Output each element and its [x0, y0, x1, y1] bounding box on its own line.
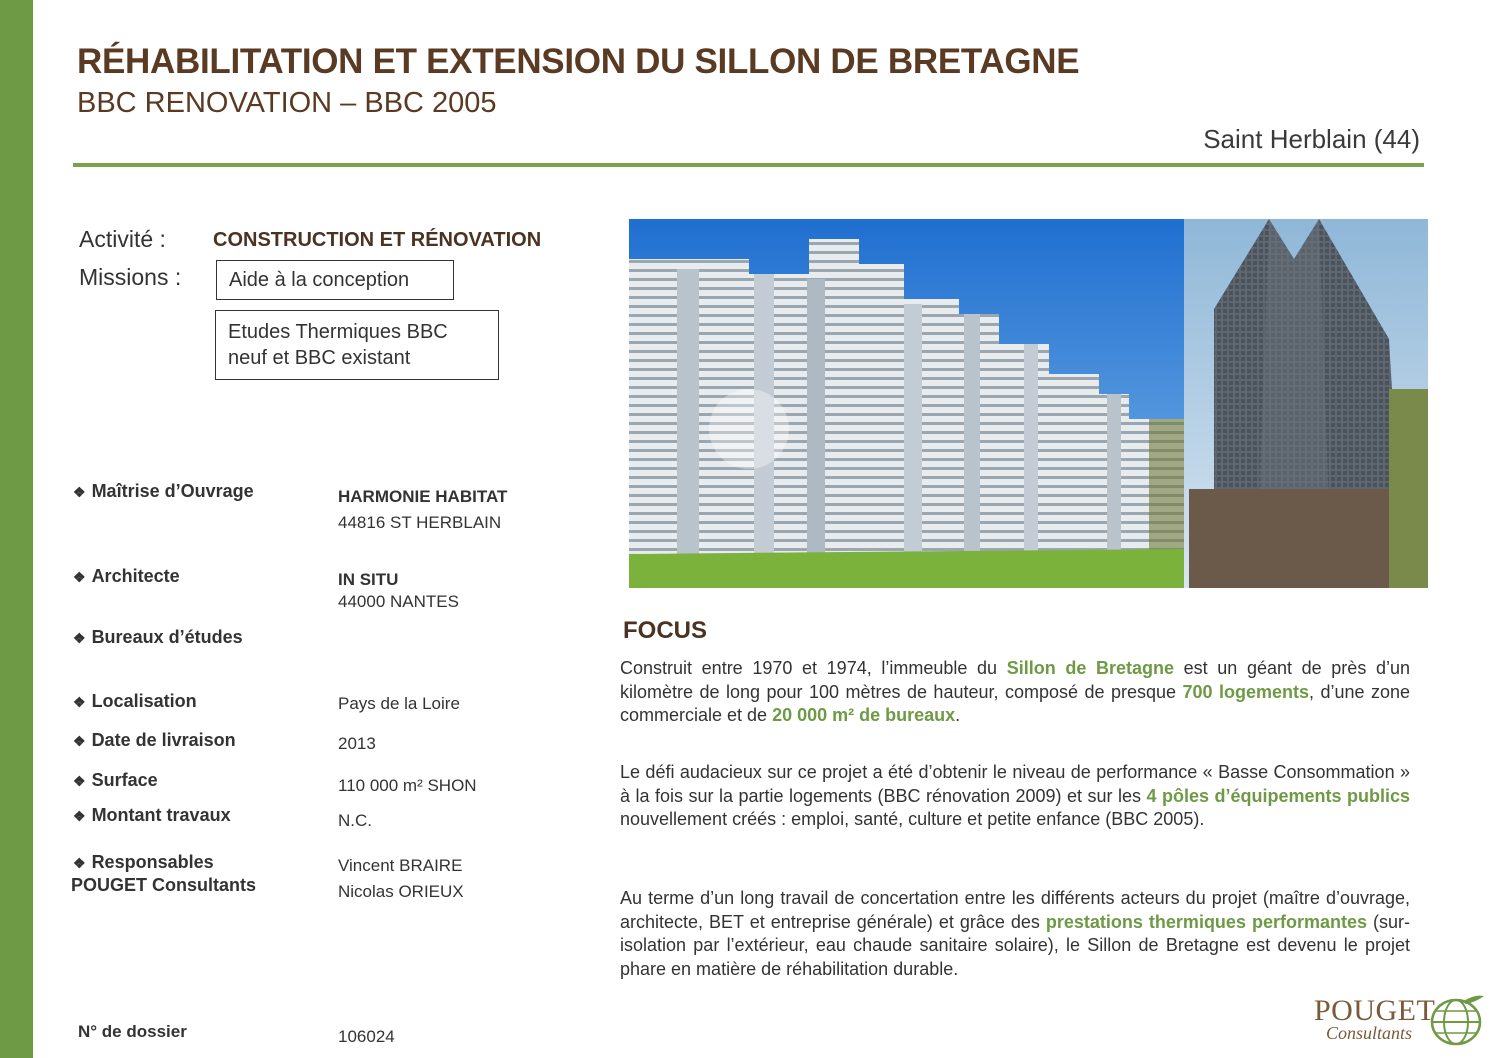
info-responsables-label-2: POUGET Consultants — [71, 875, 257, 895]
info-responsables-label: ❖ Responsables — [73, 852, 214, 872]
info-maitrise-label: ❖ Maîtrise d’Ouvrage — [73, 481, 254, 501]
left-accent-bar — [0, 0, 33, 1058]
info-montant-label: ❖ Montant travaux — [73, 805, 231, 825]
maitrise-name: HARMONIE HABITAT — [338, 487, 508, 506]
diamond-bullet-icon: ❖ — [73, 773, 86, 789]
montant-value: N.C. — [338, 811, 372, 830]
maitrise-city: 44816 ST HERBLAIN — [338, 513, 502, 532]
info-date-label: ❖ Date de livraison — [73, 730, 236, 750]
missions-label: Missions : — [79, 264, 182, 290]
surface-value: 110 000 m² SHON — [338, 776, 477, 795]
diamond-bullet-icon: ❖ — [73, 733, 86, 749]
diamond-bullet-icon: ❖ — [73, 808, 86, 824]
responsable-2: Nicolas ORIEUX — [338, 882, 464, 901]
mission-box-conception — [216, 260, 454, 300]
diamond-bullet-icon: ❖ — [73, 484, 86, 500]
date-value: 2013 — [338, 734, 376, 753]
focus-title: FOCUS — [623, 617, 707, 644]
dossier-number: 106024 — [338, 1027, 395, 1046]
globe-logo-icon — [1426, 992, 1488, 1048]
activity-value: CONSTRUCTION ET RÉNOVATION — [213, 229, 542, 251]
dossier-label: N° de dossier — [78, 1022, 187, 1041]
diamond-bullet-icon: ❖ — [73, 855, 86, 871]
logo-subtitle: Consultants — [1326, 1023, 1413, 1043]
responsable-1: Vincent BRAIRE — [338, 856, 463, 875]
page-subtitle: BBC RENOVATION – BBC 2005 — [77, 87, 497, 119]
info-architecte-label: ❖ Architecte — [73, 566, 180, 586]
location-label: Saint Herblain (44) — [1203, 124, 1420, 154]
architecte-city: 44000 NANTES — [338, 592, 459, 611]
activity-label: Activité : — [79, 226, 166, 252]
info-surface-label: ❖ Surface — [73, 770, 158, 790]
diamond-bullet-icon: ❖ — [73, 630, 86, 646]
localisation-value: Pays de la Loire — [338, 694, 460, 713]
focus-paragraph-1: Construit entre 1970 et 1974, l’immeuble du Sillon de Bretagne est un géant de près d’un kilomètre de long pour 100 mètres de hauteur, composé de presque 700 logements, d’une zone commerciale et de 20 000 m² de bureaux. — [620, 658, 1411, 725]
mission-text: Etudes Thermiques BBC neuf et BBC existant — [228, 321, 448, 369]
info-localisation-label: ❖ Localisation — [73, 691, 197, 711]
building-photo — [629, 219, 1428, 588]
info-bureaux-label: ❖ Bureaux d’études — [73, 627, 243, 647]
mission-text: Aide à la conception — [229, 269, 410, 291]
diamond-bullet-icon: ❖ — [73, 694, 86, 710]
diamond-bullet-icon: ❖ — [73, 569, 86, 585]
header-divider — [73, 163, 1424, 167]
logo-wordmark: POUGET — [1314, 994, 1436, 1027]
focus-paragraph-3: Au terme d’un long travail de concertation entre les différents acteurs du projet (maître d’ouvrage, architecte, BET et entreprise générale) et grâce des prestations thermiques performantes (sur-isolation par l’extérieur, eau chaude sanitaire solaire), le Sillon de Bretagne est devenu le projet phare en matière de réhabilitation durable. — [620, 888, 1410, 979]
architecte-name: IN SITU — [338, 570, 399, 589]
focus-paragraph-2: Le défi audacieux sur ce projet a été d’obtenir le niveau de performance « Basse Consommation » à la fois sur la partie logements (BBC rénovation 2009) et sur les 4 pôles d’équipements publics nouvellement créés : emploi, santé, culture et petite enfance (BBC 2005). — [620, 762, 1410, 829]
page-title: RÉHABILITATION ET EXTENSION DU SILLON DE BRETAGNE — [77, 42, 1080, 81]
mission-box-thermique — [215, 310, 499, 380]
